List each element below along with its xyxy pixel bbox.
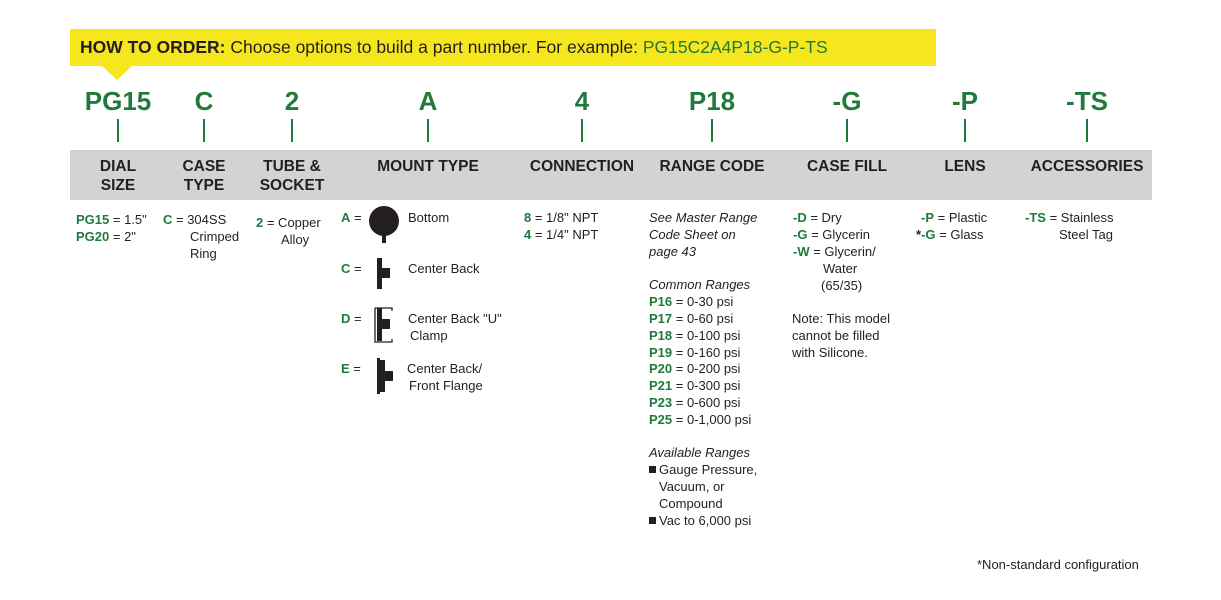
- code-dial-size: PG15: [84, 86, 152, 116]
- connector-line: [846, 119, 848, 142]
- dial-size-option: PG15 = 1.5": [76, 212, 147, 227]
- how-to-order-title: HOW TO ORDER:: [80, 37, 226, 57]
- header-mount-type: MOUNT TYPE: [377, 158, 479, 175]
- available-range-item: Gauge Pressure,: [649, 461, 757, 478]
- how-to-order-subtitle: Choose options to build a part number. For example:: [230, 37, 638, 57]
- case-type-detail: Ring: [190, 246, 217, 261]
- case-fill-note: Note: This model: [792, 311, 891, 326]
- connector-line: [203, 119, 205, 142]
- tube-socket-detail: Alloy: [281, 232, 310, 247]
- bullet-square-icon: [649, 517, 656, 524]
- case-type-option: C = 304SS: [163, 212, 227, 227]
- range-option: P23 = 0-600 psi: [649, 395, 741, 410]
- mount-option-code: E =: [341, 361, 361, 376]
- range-option: P17 = 0-60 psi: [649, 311, 734, 326]
- connection-option: 4 = 1/4" NPT: [524, 227, 599, 242]
- tube-socket-option: 2 = Copper: [256, 215, 321, 230]
- connection-option: 8 = 1/8" NPT: [524, 210, 599, 225]
- footnote: *Non-standard configuration: [977, 557, 1139, 572]
- header-range-code: RANGE CODE: [659, 158, 765, 175]
- case-fill-option: -W = Glycerin/: [793, 244, 876, 259]
- common-ranges-title: Common Ranges: [649, 277, 751, 292]
- code-case-type: C: [194, 86, 214, 116]
- code-case-fill: -G: [832, 86, 862, 116]
- example-part-number: PG15C2A4P18-G-P-TS: [642, 37, 828, 57]
- range-option: P25 = 0-1,000 psi: [649, 412, 752, 427]
- mount-option-label: Center Back: [408, 261, 480, 276]
- mount-option-label: Center Back/: [407, 361, 483, 376]
- available-range-item: Compound: [659, 496, 723, 511]
- mount-option-label: Front Flange: [409, 378, 483, 393]
- accessories-detail: Steel Tag: [1059, 227, 1113, 242]
- lens-option: *-G = Glass: [916, 227, 984, 242]
- mount-option-code: C =: [341, 261, 362, 276]
- mount-option-code: A =: [341, 210, 362, 225]
- center-back-mount-icon: [372, 256, 396, 292]
- code-mount-type: A: [418, 86, 438, 116]
- header-lens: LENS: [944, 158, 986, 175]
- header-accessories: ACCESSORIES: [1030, 158, 1144, 175]
- bottom-mount-icon: [368, 204, 402, 244]
- range-note: Code Sheet on: [649, 227, 736, 242]
- available-range-item: Vac to 6,000 psi: [649, 512, 751, 529]
- header-dial-size: DIAL SIZE: [99, 158, 137, 194]
- mount-option-label: Bottom: [408, 210, 450, 225]
- case-fill-option: -G = Glycerin: [793, 227, 870, 242]
- banner-pointer: [102, 66, 132, 80]
- connector-line: [427, 119, 429, 142]
- case-fill-note: cannot be filled: [792, 328, 880, 343]
- bullet-square-icon: [649, 466, 656, 473]
- case-type-detail: Crimped: [190, 229, 240, 244]
- header-case-type: CASE TYPE: [182, 158, 226, 194]
- available-ranges-title: Available Ranges: [649, 445, 750, 460]
- code-connection: 4: [574, 86, 590, 116]
- mount-option-code: D =: [341, 311, 362, 326]
- case-fill-detail: (65/35): [821, 278, 863, 293]
- lens-option: -P = Plastic: [921, 210, 988, 225]
- range-option: P21 = 0-300 psi: [649, 378, 741, 393]
- case-fill-note: with Silicone.: [792, 345, 868, 360]
- range-option: P20 = 0-200 psi: [649, 361, 741, 376]
- connector-line: [964, 119, 966, 142]
- range-note: See Master Range: [649, 210, 758, 225]
- accessories-option: -TS = Stainless: [1025, 210, 1114, 225]
- connector-line: [1086, 119, 1088, 142]
- connector-line: [581, 119, 583, 142]
- header-case-fill: CASE FILL: [806, 158, 888, 175]
- range-note: page 43: [649, 244, 696, 259]
- range-option: P19 = 0-160 psi: [649, 345, 741, 360]
- u-clamp-mount-icon: [370, 305, 398, 345]
- front-flange-mount-icon: [371, 355, 397, 397]
- header-connection: CONNECTION: [529, 158, 635, 175]
- case-fill-option: -D = Dry: [793, 210, 842, 225]
- mount-option-label: Clamp: [410, 328, 448, 343]
- code-lens: -P: [952, 86, 978, 116]
- range-option: P16 = 0-30 psi: [649, 294, 734, 309]
- mount-option-label: Center Back "U": [408, 311, 502, 326]
- code-accessories: -TS: [1066, 86, 1108, 116]
- banner-text: [80, 37, 828, 58]
- case-fill-detail: Water: [823, 261, 858, 276]
- code-tube-socket: 2: [284, 86, 300, 116]
- available-range-item: Vacuum, or: [659, 479, 725, 494]
- header-tube-socket: TUBE & SOCKET: [259, 158, 325, 194]
- connector-line: [711, 119, 713, 142]
- dial-size-option: PG20 = 2": [76, 229, 136, 244]
- connector-line: [117, 119, 119, 142]
- range-option: P18 = 0-100 psi: [649, 328, 741, 343]
- connector-line: [291, 119, 293, 142]
- code-range-code: P18: [688, 86, 736, 116]
